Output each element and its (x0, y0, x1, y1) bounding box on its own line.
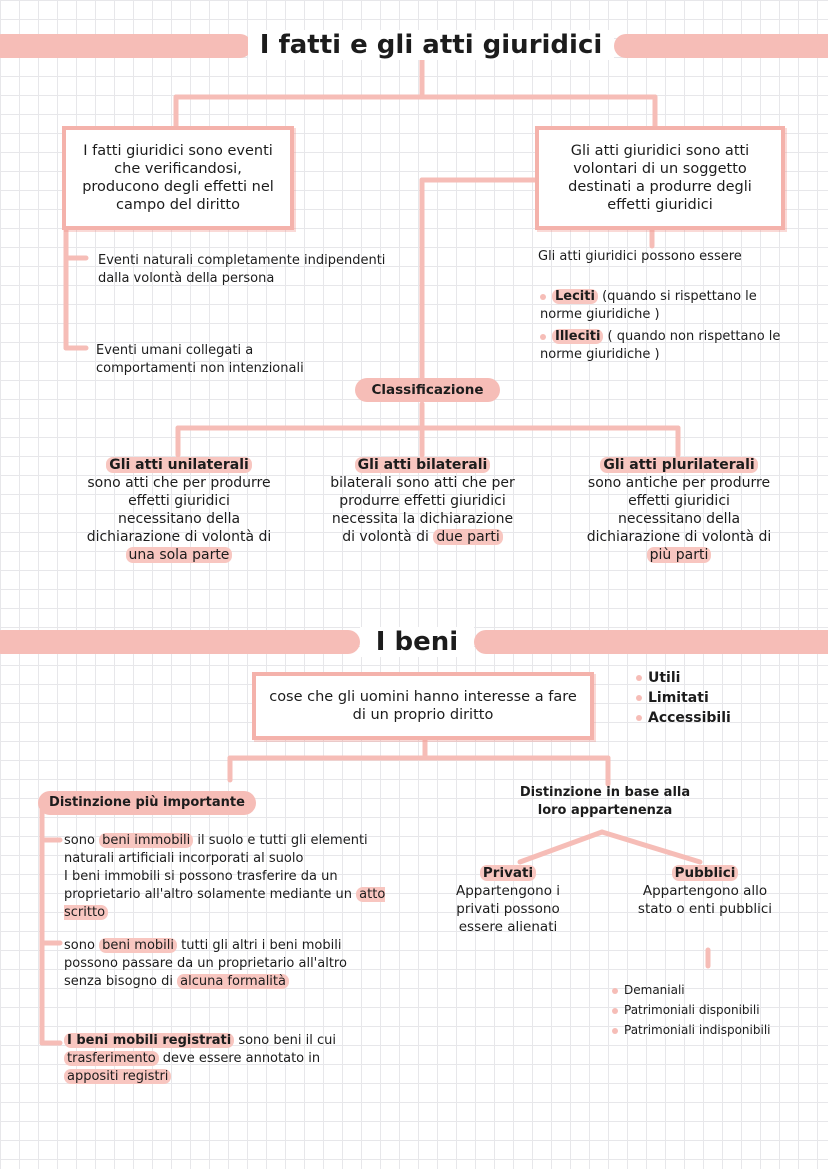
pubblici-list-item: Demaniali (612, 980, 812, 1000)
atti-plurilaterali (584, 456, 774, 564)
trasferimento-highlight: trasferimento (64, 1051, 159, 1066)
features-list (636, 668, 776, 728)
section1-title: I fatti e gli atti giuridici (248, 30, 614, 60)
illeciti-item (540, 328, 802, 364)
unilaterali-body: sono atti che per produrre effetti giuridici necessitano della dichiarazione di volontà di (86, 475, 272, 545)
pubblici-list-item: Patrimoniali disponibili (612, 1000, 812, 1020)
section2-title: I beni (360, 627, 474, 657)
bilaterali-highlight: due parti (433, 529, 502, 545)
atti-giuridici-text: Gli atti giuridici sono atti volontari di un soggetto destinati a produrre degli effetti giuridici (568, 143, 752, 213)
feature-item: Accessibili (636, 708, 776, 728)
plurilaterali-head: Gli atti plurilaterali (600, 457, 757, 473)
feature-item: Limitati (636, 688, 776, 708)
distinzione-importante-pill: Distinzione più importante (38, 791, 256, 815)
beni-immobili-text: sono beni immobili il suolo e tutti gli elementi naturali artificiali incorporati al suolo I beni immobili si possono trasferire da un proprietario all'altro solamente mediante un atto scritto (64, 833, 386, 920)
section2-banner-right (474, 630, 828, 654)
registrati-highlight: I beni mobili registrati (64, 1033, 234, 1048)
bilaterali-body: bilaterali sono atti che per produrre effetti giuridici necessita la dichiarazione di volontà di (330, 475, 515, 545)
pubblici-body: Appartengono allo stato o enti pubblici (637, 883, 773, 917)
atti-bilaterali (330, 456, 515, 546)
plurilaterali-highlight: più parti (647, 547, 712, 563)
possono-essere: Gli atti giuridici possono essere (538, 249, 742, 264)
plurilaterali-body: sono antiche per produrre effetti giuridici necessitano della dichiarazione di volontà di (586, 475, 772, 545)
bullet-icon (612, 1028, 618, 1034)
bullet-icon (612, 988, 618, 994)
eventi-naturali: Eventi naturali completamente indipendenti dalla volontà della persona (98, 253, 386, 286)
leciti-item (540, 288, 790, 324)
bullet-icon (636, 715, 642, 721)
registri-highlight: appositi registri (64, 1069, 171, 1084)
fatti-giuridici-text: I fatti giuridici sono eventi che verificandosi, producono degli effetti nel campo del diritto (82, 143, 274, 213)
atti-giuridici-box (535, 126, 785, 230)
bilaterali-head: Gli atti bilaterali (355, 457, 491, 473)
beni-definition-box (252, 672, 594, 740)
privati-head: Privati (480, 865, 536, 881)
unilaterali-head: Gli atti unilaterali (106, 457, 252, 473)
beni-definition-text: cose che gli uomini hanno interesse a fare di un proprio diritto (269, 689, 577, 723)
formalita-highlight: alcuna formalità (177, 974, 289, 989)
privati-body: Appartengono i privati possono essere alienati (455, 883, 561, 935)
eventi-umani: Eventi umani collegati a comportamenti non intenzionali (96, 343, 304, 376)
fatti-giuridici-box (62, 126, 294, 230)
distinzione-appartenenza-text: Distinzione in base alla loro appartenenza (519, 785, 691, 818)
pubblici-block (630, 864, 780, 918)
distinzione-appartenenza (515, 784, 695, 820)
bullet-icon (540, 334, 546, 340)
pubblici-list (612, 980, 812, 1040)
section2-banner-left (0, 630, 360, 654)
pubblici-head: Pubblici (672, 865, 739, 881)
section1-banner-right (614, 34, 828, 58)
bullet-icon (612, 1008, 618, 1014)
beni-mobili-highlight: beni mobili (99, 938, 177, 953)
classificazione-pill: Classificazione (355, 378, 500, 402)
bullet-icon (540, 294, 546, 300)
feature-item: Utili (636, 668, 776, 688)
section1-banner-left (0, 34, 252, 58)
bullet-icon (636, 695, 642, 701)
bullet-icon (636, 675, 642, 681)
illeciti-text: ( quando non rispettano le norme giuridiche ) (540, 329, 781, 362)
illeciti-label: Illeciti (552, 329, 603, 344)
unilaterali-highlight: una sola parte (126, 547, 233, 563)
pubblici-list-item: Patrimoniali indisponibili (612, 1020, 812, 1040)
privati-block (448, 864, 568, 936)
beni-mobili-text: sono beni mobili tutti gli altri i beni mobili possono passare da un proprietario all'altro senza bisogno di alcuna formalità (64, 938, 347, 989)
beni-registrati-text: I beni mobili registrati sono beni il cui trasferimento deve essere annotato in appositi registri (64, 1032, 374, 1086)
leciti-text: (quando si rispettano le norme giuridiche ) (540, 289, 757, 322)
leciti-label: Leciti (552, 289, 598, 304)
atto-scritto-highlight: atto scritto (64, 887, 386, 920)
atti-unilaterali (84, 456, 274, 564)
beni-immobili-highlight: beni immobili (99, 833, 193, 848)
